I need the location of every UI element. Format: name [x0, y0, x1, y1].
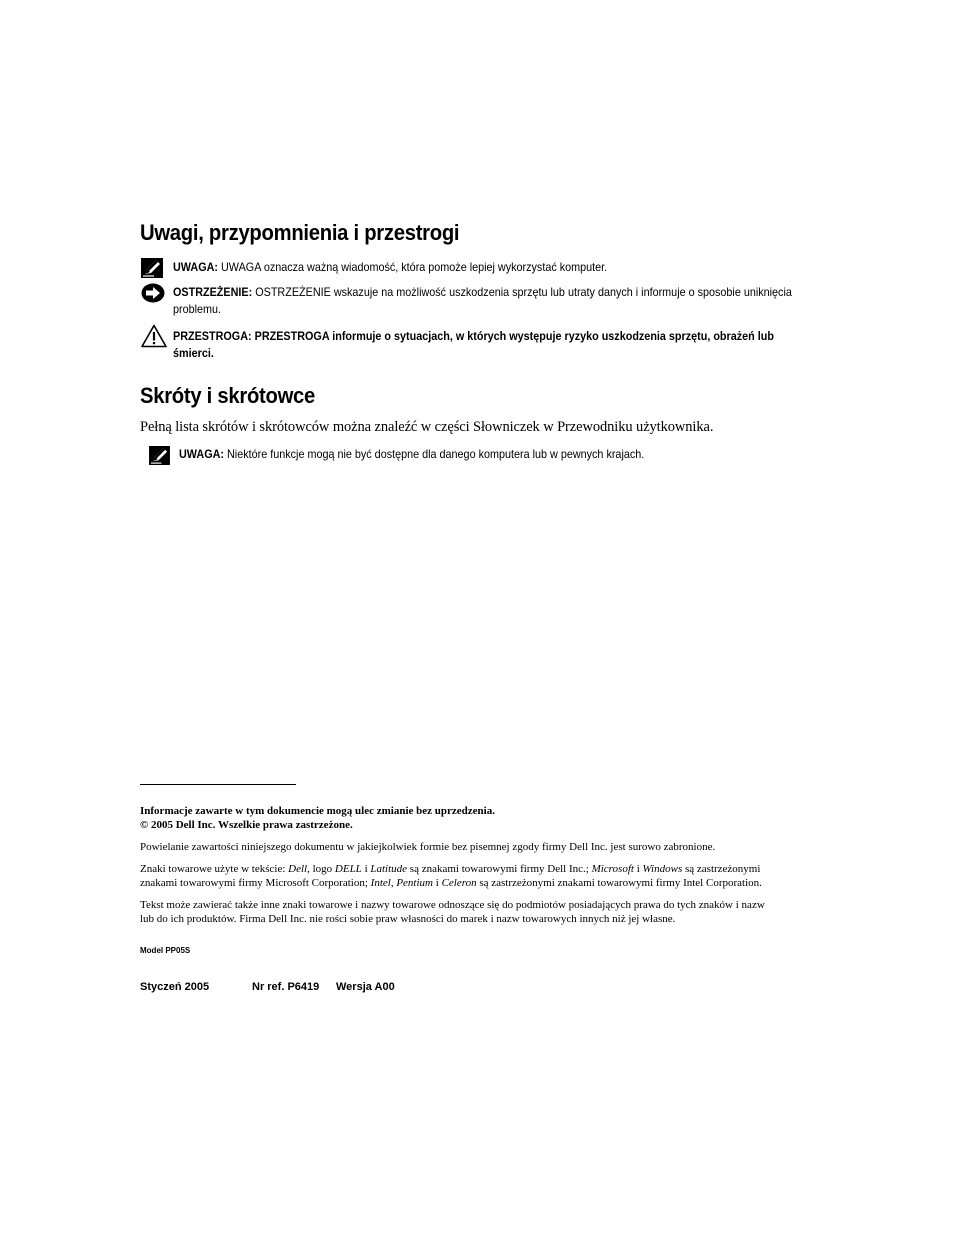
tm-text: znakami towarowymi firmy Microsoft Corporation; — [140, 877, 371, 889]
notice-text-line1: OSTRZEŻENIE wskazuje na możliwość uszkodzenia sprzętu lub utraty danych i informuje o sposobie uniknięcia — [255, 285, 792, 299]
other-line2: lub do ich produktów. Firma Dell Inc. nie rości sobie praw własności do marek i nazw towarowych innych niż jej własne. — [140, 913, 676, 925]
tm-text: są zastrzeżonymi — [682, 863, 761, 875]
note-block-abbr — [149, 446, 869, 466]
doc-version: Wersja A00 — [336, 981, 395, 993]
note-label: UWAGA: — [173, 260, 218, 274]
tm-text: są znakami towarowymi firmy Dell Inc.; — [407, 863, 592, 875]
document-meta — [140, 980, 395, 994]
note-block — [141, 258, 861, 278]
pencil-note-icon — [141, 258, 163, 283]
copy-restriction: Powielanie zawartości niniejszego dokumentu w jakiejkolwiek formie bez pisemnej zgody firmy Dell Inc. jest surowo zabronione. — [140, 841, 716, 853]
tm-dell-logo: DELL — [334, 863, 362, 875]
tm-latitude: Latitude — [370, 863, 408, 875]
tm-dell: Dell — [288, 863, 308, 875]
note-label: UWAGA: — [179, 447, 224, 461]
notes-section-title: Uwagi, przypomnienia i przestrogi — [140, 220, 460, 245]
tm-intel: Intel — [370, 877, 391, 889]
info-line1: Informacje zawarte w tym dokumencie mogą ulec zmianie bez uprzedzenia. — [140, 805, 495, 817]
caution-text-line1: PRZESTROGA informuje o sytuacjach, w których występuje ryzyko uszkodzenia sprzętu, obrażeń lub — [254, 329, 774, 343]
tm-pentium: Pentium — [396, 877, 433, 889]
warning-triangle-icon — [141, 324, 167, 353]
tm-text: i — [633, 863, 643, 875]
other-line1: Tekst może zawierać także inne znaki towarowe i nazwy towarowe odnoszące się do podmiotów posiadających prawa do tych znaków i nazw — [140, 899, 765, 911]
doc-part-number: Nr ref. P6419 — [252, 981, 320, 993]
other-trademarks — [140, 898, 765, 926]
info-line2: © 2005 Dell Inc. Wszelkie prawa zastrzeżone. — [140, 819, 353, 831]
note-text: UWAGA oznacza ważną wiadomość, która pomoże lepiej wykorzystać komputer. — [221, 260, 608, 274]
abbr-section-title: Skróty i skrótowce — [140, 383, 316, 408]
trademarks-paragraph — [140, 862, 762, 890]
notice-text-line2: problemu. — [173, 302, 222, 316]
notice-label: OSTRZEŻENIE: — [173, 285, 253, 299]
tm-text: i — [433, 877, 442, 889]
tm-microsoft: Microsoft — [591, 863, 634, 875]
tm-text: , logo — [307, 863, 335, 875]
pencil-note-icon — [149, 446, 170, 470]
doc-date: Styczeń 2005 — [140, 981, 210, 993]
tm-text: są zastrzeżonymi znakami towarowymi firmy Intel Corporation. — [476, 877, 762, 889]
caution-block — [141, 324, 861, 360]
caution-label: PRZESTROGA: — [173, 329, 252, 343]
tm-text: Znaki towarowe użyte w tekście: — [140, 863, 289, 875]
notice-block — [141, 283, 861, 319]
tm-celeron: Celeron — [441, 877, 477, 889]
notice-arrow-icon — [141, 283, 165, 308]
info-notice — [140, 804, 495, 832]
note-text: Niektóre funkcje mogą nie być dostępne dla danego komputera lub w pewnych krajach. — [227, 447, 645, 461]
model-number: Model PP05S — [140, 946, 191, 955]
tm-text: , — [390, 877, 397, 889]
tm-text: i — [361, 863, 371, 875]
tm-windows: Windows — [642, 863, 683, 875]
footnote-rule — [140, 784, 296, 785]
caution-text-line2: śmierci. — [173, 346, 214, 360]
abbr-paragraph: Pełną lista skrótów i skrótowców można znaleźć w części Słowniczek w Przewodniku użytkownika. — [140, 419, 714, 435]
